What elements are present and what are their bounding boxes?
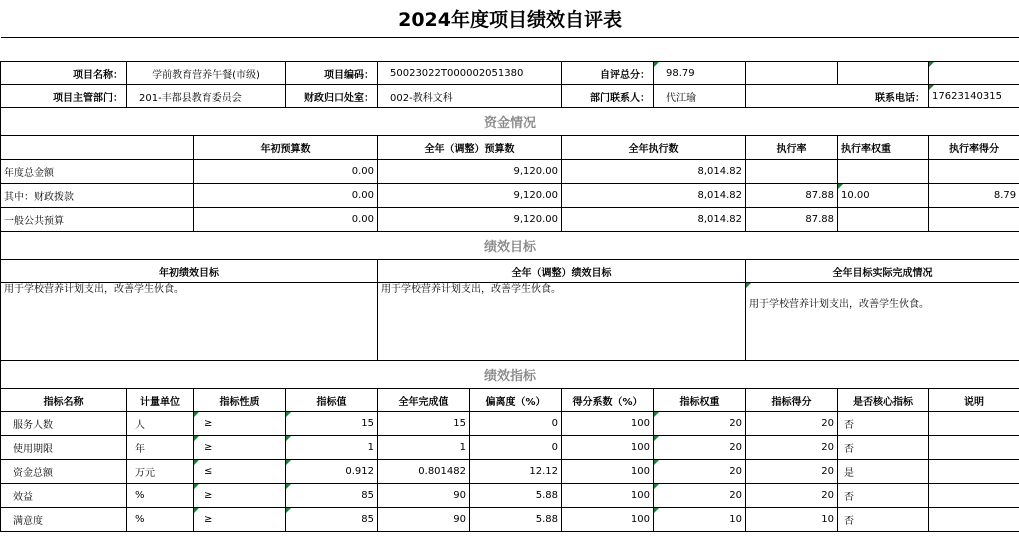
ind-coef: 100 xyxy=(562,412,654,436)
ind-value: 15 xyxy=(286,412,378,436)
goals-adjusted-text: 用于学校营养计划支出，改善学生伙食。 xyxy=(378,283,746,361)
ind-nature: ≤ xyxy=(194,460,286,484)
ind-header-weight: 指标权重 xyxy=(654,389,746,412)
ind-core: 否 xyxy=(838,508,929,532)
funds-row-adjusted: 9,120.00 xyxy=(378,160,562,184)
ind-weight: 20 xyxy=(654,460,746,484)
ind-nature: ≥ xyxy=(194,484,286,508)
ind-deviation: 5.88 xyxy=(470,508,562,532)
empty-cell xyxy=(746,62,838,85)
ind-value: 85 xyxy=(286,508,378,532)
funds-header-weight: 执行率权重 xyxy=(838,136,929,160)
funds-header-empty xyxy=(1,136,194,160)
funds-row-adjusted: 9,120.00 xyxy=(378,184,562,208)
phone-value: 17623140315 xyxy=(929,85,1019,108)
ind-unit: % xyxy=(127,484,194,508)
goals-header-adjusted: 全年（调整）绩效目标 xyxy=(378,260,746,283)
empty-cell xyxy=(929,62,1019,85)
ind-score: 20 xyxy=(746,436,838,460)
ind-weight: 20 xyxy=(654,484,746,508)
goals-section-title: 绩效目标 xyxy=(1,232,1019,260)
funds-row-initial: 0.00 xyxy=(194,160,378,184)
funds-row-score xyxy=(929,160,1019,184)
ind-deviation: 5.88 xyxy=(470,484,562,508)
ind-core: 否 xyxy=(838,412,929,436)
table-row xyxy=(1,436,1019,460)
ind-coef: 100 xyxy=(562,508,654,532)
funds-row-label: 一般公共预算 xyxy=(1,208,194,232)
ind-name: 服务人数 xyxy=(1,412,127,436)
funds-row-initial: 0.00 xyxy=(194,208,378,232)
table-row xyxy=(1,460,1019,484)
ind-header-value: 指标值 xyxy=(286,389,378,412)
ind-score: 20 xyxy=(746,460,838,484)
ind-done: 90 xyxy=(378,484,470,508)
funds-row-adjusted: 9,120.00 xyxy=(378,208,562,232)
ind-done: 1 xyxy=(378,436,470,460)
ind-name: 效益 xyxy=(1,484,127,508)
phone-label: 联系电话： xyxy=(746,85,929,108)
ind-nature: ≥ xyxy=(194,508,286,532)
empty-cell xyxy=(838,62,929,85)
ind-weight: 10 xyxy=(654,508,746,532)
funds-row-rate xyxy=(746,160,838,184)
funds-row-weight xyxy=(838,160,929,184)
ind-coef: 100 xyxy=(562,436,654,460)
finance-label: 财政归口处室： xyxy=(286,85,378,108)
total-score-value: 98.79 xyxy=(654,62,746,85)
ind-header-note: 说明 xyxy=(929,389,1019,412)
funds-row-label: 年度总金额 xyxy=(1,160,194,184)
ind-note xyxy=(929,412,1019,436)
dept-value: 201-丰都县教育委员会 xyxy=(127,85,286,108)
ind-score: 10 xyxy=(746,508,838,532)
ind-note xyxy=(929,508,1019,532)
ind-score: 20 xyxy=(746,412,838,436)
ind-deviation: 12.12 xyxy=(470,460,562,484)
funds-row-label: 其中：财政拨款 xyxy=(1,184,194,208)
total-score-label: 自评总分： xyxy=(562,62,654,85)
funds-header-adjusted: 全年（调整）预算数 xyxy=(378,136,562,160)
ind-header-done: 全年完成值 xyxy=(378,389,470,412)
table-row xyxy=(1,508,1019,532)
ind-deviation: 0 xyxy=(470,412,562,436)
ind-header-score: 指标得分 xyxy=(746,389,838,412)
ind-header-unit: 计量单位 xyxy=(127,389,194,412)
ind-unit: 万元 xyxy=(127,460,194,484)
ind-note xyxy=(929,436,1019,460)
funds-row-rate: 87.88 xyxy=(746,208,838,232)
project-name-label: 项目名称： xyxy=(1,62,127,85)
ind-nature: ≥ xyxy=(194,436,286,460)
dept-label: 项目主管部门： xyxy=(1,85,127,108)
funds-header-rate: 执行率 xyxy=(746,136,838,160)
ind-unit: % xyxy=(127,508,194,532)
ind-header-nature: 指标性质 xyxy=(194,389,286,412)
blank-row xyxy=(1,38,1019,62)
ind-header-deviation: 偏离度（%） xyxy=(470,389,562,412)
ind-name: 资金总额 xyxy=(1,460,127,484)
funds-row-initial: 0.00 xyxy=(194,184,378,208)
ind-note xyxy=(929,460,1019,484)
goals-header-initial: 年初绩效目标 xyxy=(1,260,378,283)
ind-coef: 100 xyxy=(562,460,654,484)
ind-weight: 20 xyxy=(654,436,746,460)
goals-header-actual: 全年目标实际完成情况 xyxy=(746,260,1019,283)
ind-name: 使用期限 xyxy=(1,436,127,460)
contact-label: 部门联系人： xyxy=(562,85,654,108)
project-code-value: 50023022T000002051380 xyxy=(378,62,562,85)
ind-done: 15 xyxy=(378,412,470,436)
page-title: 2024年度项目绩效自评表 xyxy=(1,0,1019,38)
funds-row-weight: 10.00 xyxy=(838,184,929,208)
finance-value: 002-教科文科 xyxy=(378,85,562,108)
funds-row-executed: 8,014.82 xyxy=(562,184,746,208)
funds-row-score xyxy=(929,208,1019,232)
ind-score: 20 xyxy=(746,484,838,508)
funds-row-rate: 87.88 xyxy=(746,184,838,208)
funds-header-score: 执行率得分 xyxy=(929,136,1019,160)
ind-core: 否 xyxy=(838,484,929,508)
contact-value: 代江瑜 xyxy=(654,85,746,108)
ind-core: 否 xyxy=(838,436,929,460)
ind-deviation: 0 xyxy=(470,436,562,460)
funds-row-executed: 8,014.82 xyxy=(562,160,746,184)
goals-actual-text: 用于学校营养计划支出，改善学生伙食。 xyxy=(746,283,1019,361)
ind-header-name: 指标名称 xyxy=(1,389,127,412)
project-name-value: 学前教育营养午餐(市级) xyxy=(127,62,286,85)
funds-section-title: 资金情况 xyxy=(1,108,1019,136)
ind-value: 85 xyxy=(286,484,378,508)
project-code-label: 项目编码： xyxy=(286,62,378,85)
ind-coef: 100 xyxy=(562,484,654,508)
ind-done: 0.801482 xyxy=(378,460,470,484)
ind-done: 90 xyxy=(378,508,470,532)
funds-row-weight xyxy=(838,208,929,232)
funds-header-initial: 年初预算数 xyxy=(194,136,378,160)
table-row xyxy=(1,484,1019,508)
indicators-section-title: 绩效指标 xyxy=(1,361,1019,389)
ind-unit: 年 xyxy=(127,436,194,460)
ind-value: 0.912 xyxy=(286,460,378,484)
ind-header-core: 是否核心指标 xyxy=(838,389,929,412)
ind-core: 是 xyxy=(838,460,929,484)
table-row xyxy=(1,412,1019,436)
goals-initial-text: 用于学校营养计划支出，改善学生伙食。 xyxy=(1,283,378,361)
ind-name: 满意度 xyxy=(1,508,127,532)
ind-weight: 20 xyxy=(654,412,746,436)
funds-header-executed: 全年执行数 xyxy=(562,136,746,160)
funds-row-executed: 8,014.82 xyxy=(562,208,746,232)
ind-unit: 人 xyxy=(127,412,194,436)
funds-row-score: 8.79 xyxy=(929,184,1019,208)
ind-header-coef: 得分系数（%） xyxy=(562,389,654,412)
ind-note xyxy=(929,484,1019,508)
ind-value: 1 xyxy=(286,436,378,460)
ind-nature: ≥ xyxy=(194,412,286,436)
